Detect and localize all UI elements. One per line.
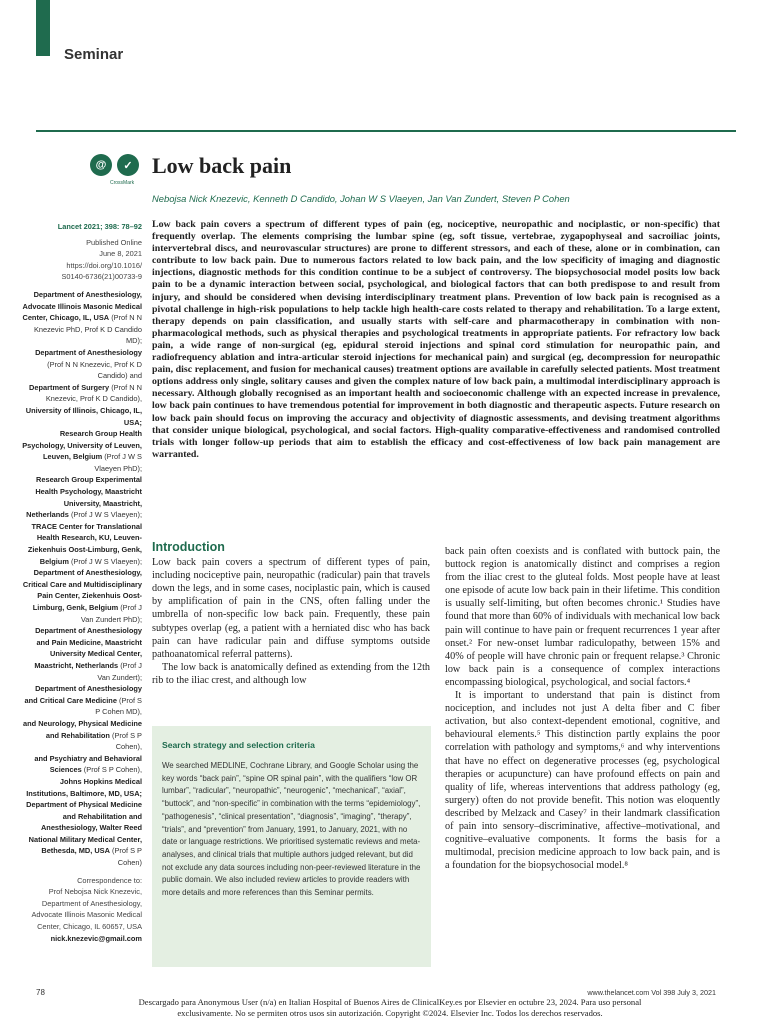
affiliation-entry bbox=[22, 753, 142, 776]
sidebar-metadata bbox=[22, 221, 142, 944]
affiliation-entry bbox=[22, 625, 142, 683]
body-column-right bbox=[445, 545, 720, 872]
header-rule bbox=[36, 130, 736, 132]
page-number: 78 bbox=[36, 988, 45, 997]
affiliation-name: Department of Anesthesiology bbox=[35, 347, 142, 357]
affiliation-people: (Prof N N Knezevic, Prof K D Candido), bbox=[45, 382, 142, 404]
affiliation-name: Johns Hopkins Medical Institutions, Baltimore, MD, USA; bbox=[26, 776, 142, 798]
doi-link[interactable]: https://doi.org/10.1016/ bbox=[66, 260, 142, 270]
publication-info bbox=[22, 237, 142, 283]
body-paragraph-1: back pain often coexists and is conflated with buttock pain, the buttock region is anatomically distinct and comprises a region from the iliac crest to the gluteal folds. Most people have at least one episode of acute low back pain in their lifetime. This condition is usually self-limiting, but often becomes chronic.¹ Studies have found that more than 60% of individuals with mechanical low back pain will continue to have pain or frequent recurrences 1 year after onset.² For new-onset lumbar radiculopathy, between 15% and 40% of people will have chronic pain or frequent relapse.³ Chronic low back pain is a consequence of complex interactions encompassing biological, psychological, and social factors.⁴ bbox=[445, 546, 720, 688]
correspondence bbox=[22, 875, 142, 945]
download-notice: Descargado para Anonymous User (n/a) en Italian Hospital of Buenos Aires de ClinicalKey.es por Elsevier en octubre 23, 2024. Para uso personal exclusivamente. No se permiten otros usos sin autorización. Copyright ©2024. Elsevier Inc. Todos los derechos reservados. bbox=[138, 997, 642, 1018]
affiliation-name: Department of Anesthesiology and Critical Care Medicine bbox=[24, 684, 142, 705]
crossmark-icon[interactable]: ✓ bbox=[117, 154, 139, 176]
citation: Lancet 2021; 398: 78–92 bbox=[57, 222, 142, 231]
affiliation-people: (Prof J W S Vlaeyen); bbox=[68, 510, 142, 520]
affiliation-name: Department of Physical Medicine and Rehabilitation and Anesthesiology, Walter Reed National Military Medical Center, Bethesda, MD, USA bbox=[26, 800, 142, 856]
affiliation-entry bbox=[22, 347, 142, 382]
affiliation-entry bbox=[22, 683, 142, 718]
journal-footer: www.thelancet.com Vol 398 July 3, 2021 bbox=[587, 988, 716, 997]
affiliation-people: (Prof S P Cohen), bbox=[81, 765, 142, 775]
affiliation-people: (Prof S P Cohen MD), bbox=[95, 695, 142, 717]
affiliation-people: (Prof J Van Zundert); bbox=[97, 660, 142, 682]
affiliation-entry bbox=[22, 382, 142, 405]
search-strategy-heading: Search strategy and selection criteria bbox=[162, 740, 315, 750]
affiliation-name: and Neurology, Physical Medicine and Rehabilitation bbox=[23, 718, 142, 740]
correspondence-address: Prof Nebojsa Nick Knezevic, Department of Anesthesiology, Advocate Illinois Masonic Medical Center, Chicago, IL 60657, USA bbox=[31, 887, 142, 932]
affiliation-name: Research Group Health Psychology, University of Leuven, Leuven, Belgium bbox=[22, 429, 142, 462]
introduction-heading: Introduction bbox=[152, 540, 225, 554]
abstract: Low back pain covers a spectrum of different types of pain (eg, nociceptive, neuropathic and nociplastic, or non-specific) that frequently overlap. The elements comprising the lumbar spine (eg, soft tissue, vertebrae, zygapophyseal and sacroiliac joints, intervertebral discs, and neurovascular structures) are prone to different stressors, and each of these, alone or in combination, can contribute to low back pain. Due to numerous factors related to low back pain, and the low specificity of imaging and diagnostic injections, diagnostic methods for this condition continue to be a subject of controversy. The biopsychosocial model posits low back pain to be a dynamic interaction between social, psychological, and biological factors that can both predispose to and result from injury, and should be considered when devising interdisciplinary treatment plans. Prevention of low back pain is recognised as a pivotal challenge in high-risk populations to help tackle high health-care costs related to therapy and rehabilitation. To a large extent, therapy depends on pain classification, and usually starts with self-care and pharmacotherapy in combination with non-pharmacological methods, such as physical therapies and psychological treatments in appropriate patients. For refractory low back pain, a wide range of non-surgical (eg, epidural steroid injections and spinal cord stimulation for neuropathic pain, and radiofrequency ablation and intra-articular steroid injections for mechanical pain) and surgical (eg, decompression for neuropathic pain, disc replacement, and fusion for mechanical causes) treatment options are available in carefully selected patients. Most treatment options address only single, solitary causes and given the complex nature of low back pain, a multimodal interdisciplinary approach is necessary. Although globally recognised as an important health and socioeconomic challenge with an expected increase in prevalence, low back pain continues to have tremendous potential for improvement in both diagnostic and therapeutic aspects. Future research on low back pain should focus on improving the accuracy and objectivity of diagnostic assessments, and devising treatment algorithms that consider unique biological, psychological, and social factors. High-quality comparative-effectiveness and randomised controlled trials with longer follow-up periods that aim to establish the efficacy and cost-effectiveness of low back pain management are warranted. bbox=[152, 219, 720, 460]
affiliation-entry bbox=[22, 799, 142, 869]
crossmark-caption: CrossMark bbox=[110, 180, 135, 186]
search-strategy-box bbox=[152, 726, 431, 967]
correspondence-email[interactable]: nick.knezevic@gmail.com bbox=[50, 933, 142, 943]
affiliation-entry bbox=[22, 776, 142, 799]
affiliation-name: Research Group Experimental Health Psychology, Maastricht University, Maastricht, Netherlands bbox=[26, 475, 142, 520]
affiliation-name: Department of Anesthesiology, Critical Care and Multidisciplinary Pain Center, Ziekenhuis Oost-Limburg, Genk, Belgium bbox=[22, 568, 142, 612]
published-online-label: Published Online bbox=[86, 237, 142, 247]
affiliation-entry bbox=[22, 567, 142, 625]
affiliation-people: (Prof J W S Vlaeyen); bbox=[68, 556, 142, 566]
affiliation-name: Department of Surgery bbox=[29, 382, 110, 392]
affiliation-people: (Prof S P Cohen) bbox=[109, 846, 142, 868]
affiliation-name: and Psychiatry and Behavioral Sciences bbox=[34, 753, 142, 775]
published-date: June 8, 2021 bbox=[99, 249, 142, 259]
intro-paragraph-1: Low back pain covers a spectrum of different types of pain, including nociceptive pain, neuropathic (radicular) pain that travels down the legs, and in some cases, nociplastic pain, which is caused by amplification of pain in the CNS, often falling under the umbrella of non-specific low back pain. Frequently, these pain subtypes overlap (eg, a patient with a herniated disc who has back pain can have radicular pain and diffuse symptoms outside pathoanatomical referral patterns). bbox=[152, 557, 430, 660]
journal-logos bbox=[90, 154, 139, 176]
affiliation-people: (Prof N N Knezevic PhD, Prof K D Candido MD); bbox=[33, 313, 142, 346]
section-color-tab bbox=[36, 0, 50, 56]
body-paragraph-2: It is important to understand that pain is distinct from nociception, and includes not just A delta fiber and C fiber activation, but also context-dependent emotional, cognitive, and behavioural elements.⁵ This distinction partly explains the poor correlation with pathology and symptoms,⁶ and why interventions that have no effect on degenerative processes (eg, psychological therapies or acupuncture) can have profound effects on pain and quality of life, whereas interventions that address pathology (eg, surgery) often do not provide benefit. This notion was eloquently described by Melzack and Casey⁷ in their landmark classification of pain into sensory–discriminative, affective–motivational, and cognitive–evaluative components. It forms the basis for a multimodal, precision medicine approach to low back pain, and is a foundation for the biopsychosocial model.⁸ bbox=[445, 690, 720, 872]
affiliation-people: (Prof N N Knezevic, Prof K D Candido) and bbox=[47, 359, 142, 381]
affiliation-name: Department of Anesthesiology and Pain Medicine, Maastricht University Medical Center, Maastricht, Netherlands bbox=[34, 626, 142, 670]
affiliation-entry bbox=[22, 718, 142, 753]
affiliation-name: University of Illinois, Chicago, IL, USA; bbox=[25, 405, 142, 427]
correspondence-label: Correspondence to: bbox=[77, 875, 142, 885]
doi-id: S0140-6736(21)00733-9 bbox=[61, 272, 142, 282]
affiliation-entry bbox=[22, 521, 142, 567]
body-column-left bbox=[152, 541, 430, 687]
search-strategy-text: We searched MEDLINE, Cochrane Library, and Google Scholar using the key words “back pain”, “spine OR spinal pain”, with the qualifiers “low OR lumbar”, “radicular”, “neuropathic”, “neurogenic”, “mechanical”, “axial”, “buttock”, and “non-specific” in combination with the terms “epidemiology”, “pathogenesis”, “clinical presentation”, “diagnosis”, “imaging”, “therapy”, “trials”, and “prevention” from January, 1991, to January, 2021, with no date or language restrictions. We prioritised systematic reviews and meta-analyses, and clinical trials that multiple authors judged relevant, but did not exclude any data sources including non-peer-reviewed literature in the public domain. We also included review articles to provide readers with more details and more references than this Seminar permits. bbox=[162, 761, 421, 898]
affiliation-name: TRACE Center for Translational Health Research, KU, Leuven-Ziekenhuis Oost-Limburg, Genk, Belgium bbox=[27, 521, 142, 566]
affiliation-entry bbox=[22, 289, 142, 347]
affiliation-name: Department of Anesthesiology, Advocate Illinois Masonic Medical Center, Chicago, IL, USA bbox=[22, 289, 142, 323]
author-list: Nebojsa Nick Knezevic, Kenneth D Candido, Johan W S Vlaeyen, Jan Van Zundert, Steven P Cohen bbox=[152, 193, 570, 204]
affiliations bbox=[22, 289, 142, 869]
affiliation-entry bbox=[22, 474, 142, 520]
affiliation-entry bbox=[22, 405, 142, 428]
article-title: Low back pain bbox=[152, 153, 292, 178]
intro-paragraph-2: The low back is anatomically defined as extending from the 12th rib to the iliac crest, and although low bbox=[152, 661, 430, 686]
affiliation-people: (Prof J W S Vlaeyen PhD); bbox=[94, 452, 142, 473]
affiliation-people: (Prof S P Cohen), bbox=[109, 730, 142, 752]
affiliation-entry bbox=[22, 428, 142, 474]
lancet-logo-icon: @ bbox=[90, 154, 112, 176]
affiliation-people: (Prof J Van Zundert PhD); bbox=[80, 603, 142, 624]
section-label: Seminar bbox=[64, 46, 124, 63]
